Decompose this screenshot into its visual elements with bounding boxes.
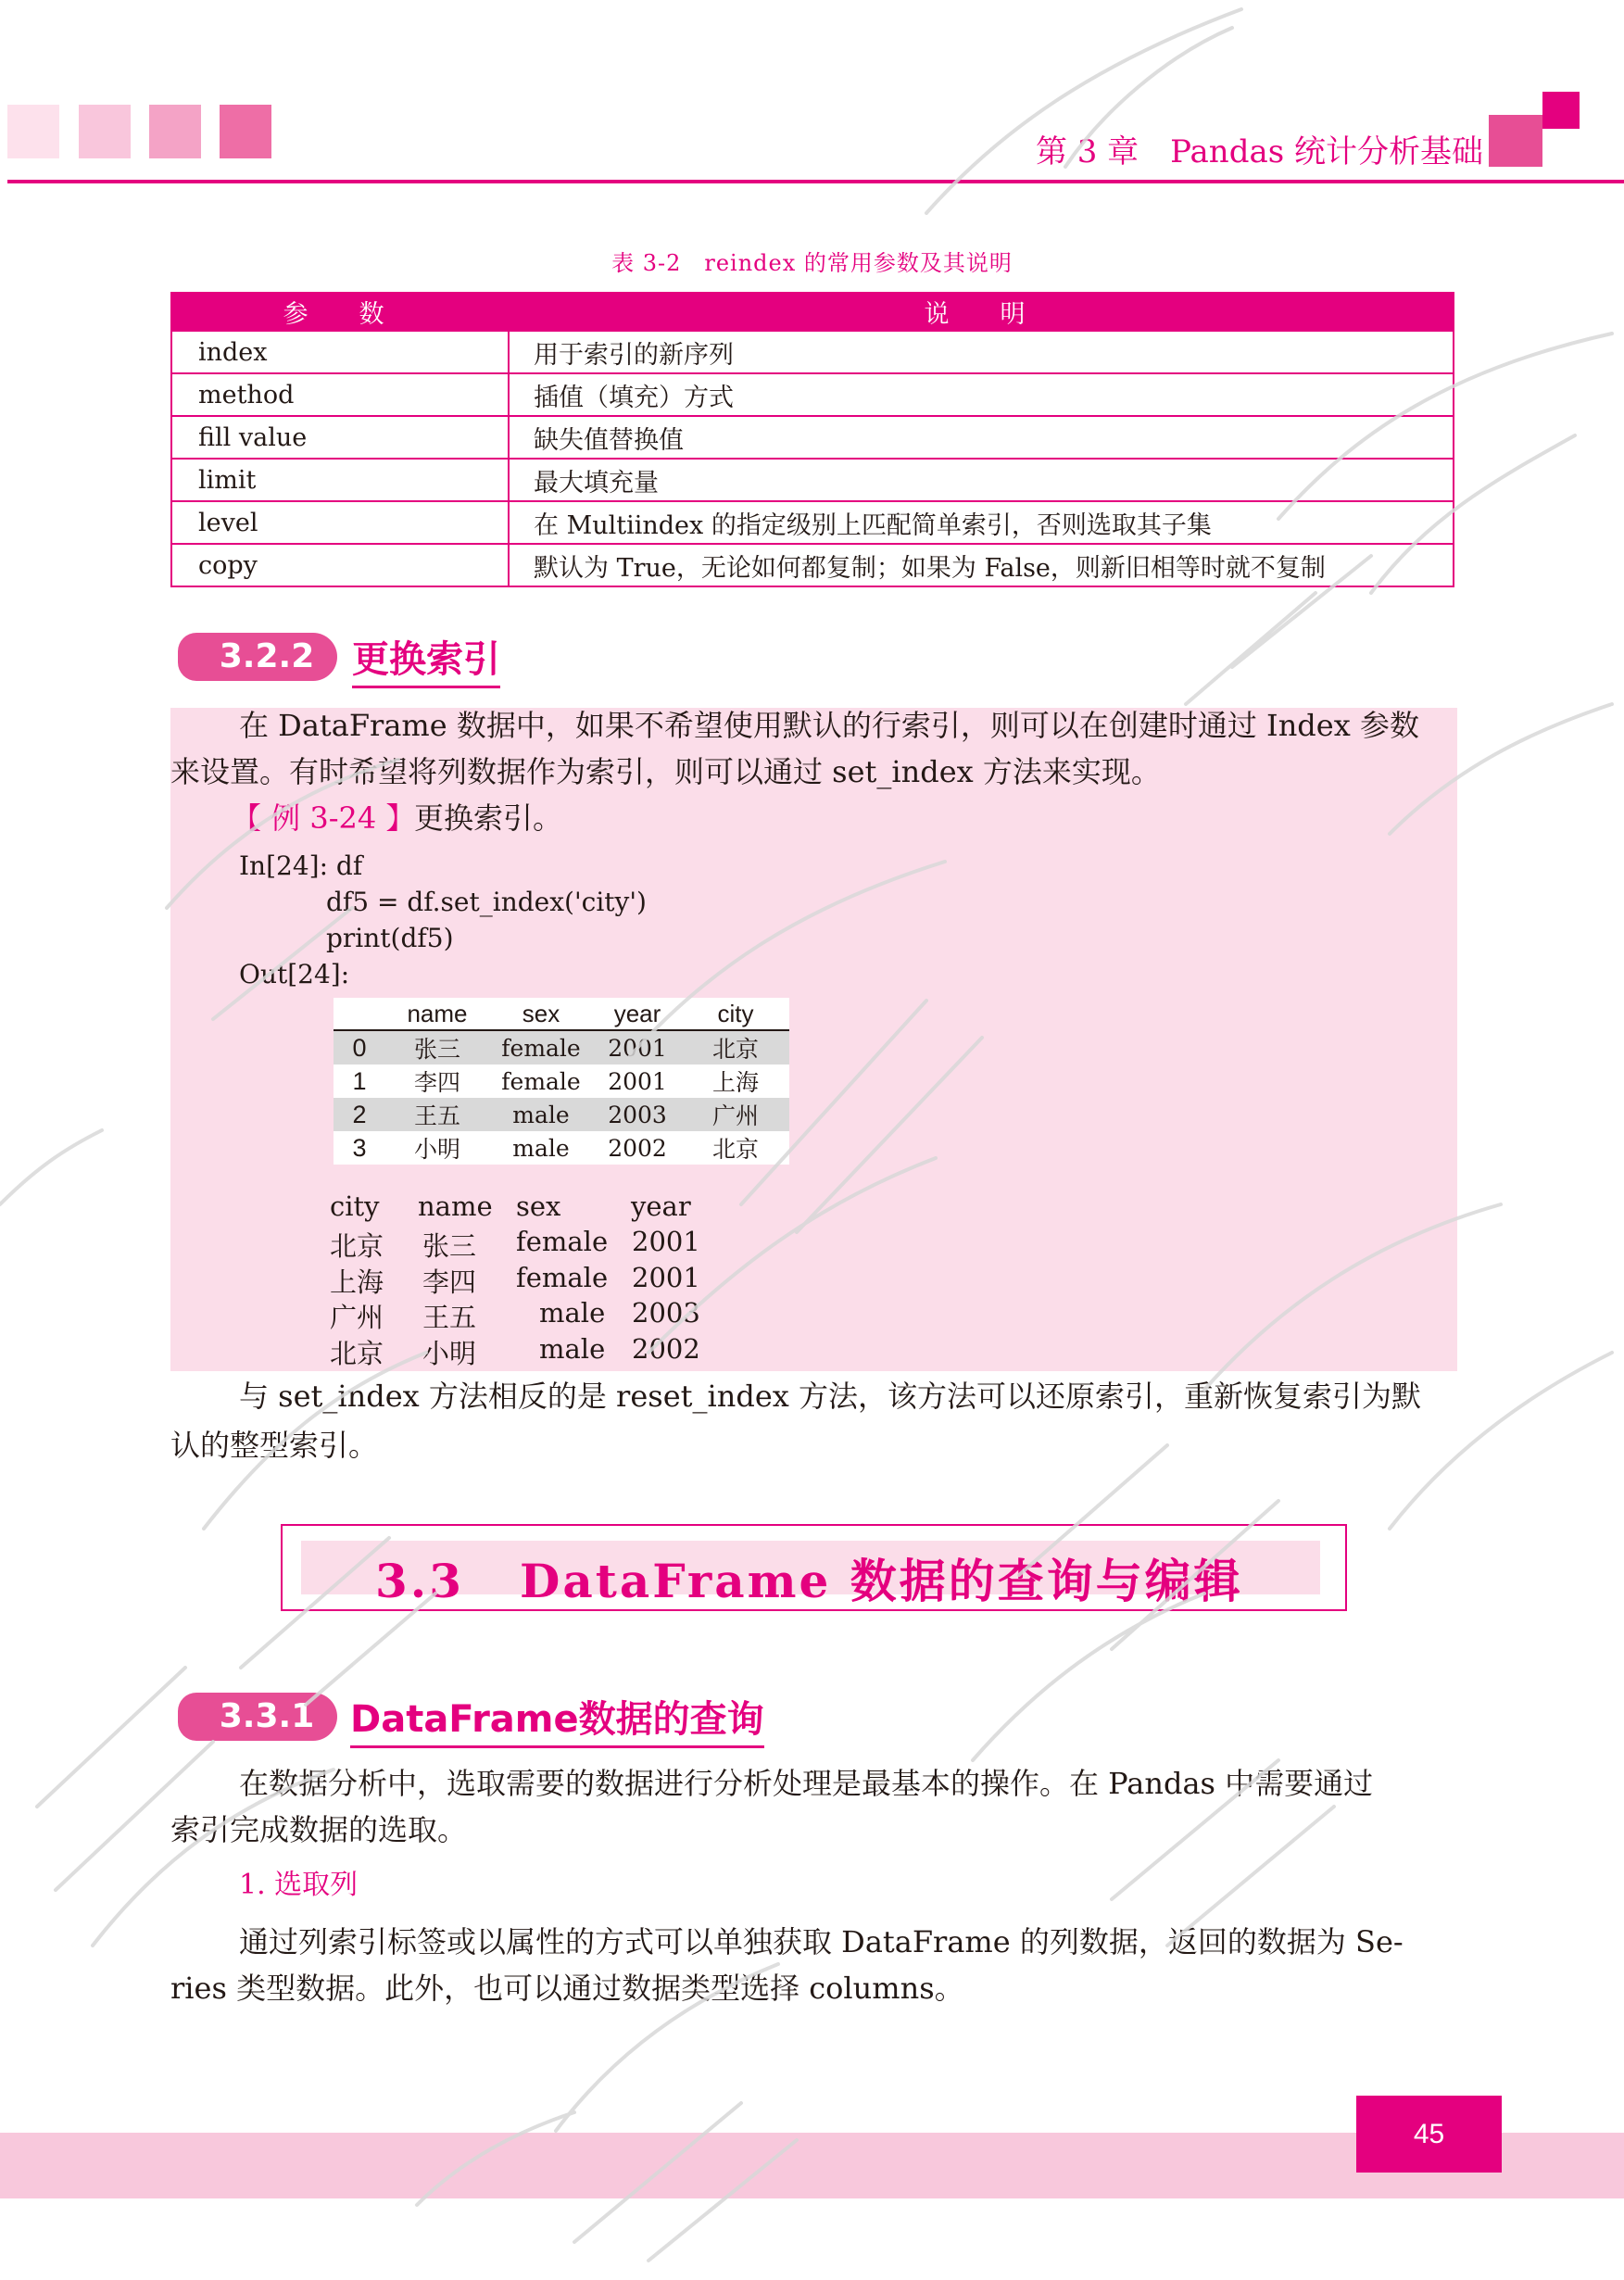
table-cell-param: method bbox=[171, 373, 509, 416]
paragraph-line: 在数据分析中，选取需要的数据进行分析处理是最基本的操作。在 Pandas 中需要通过 bbox=[239, 1766, 1374, 1801]
output-cell: male bbox=[539, 1333, 606, 1365]
output-header: city bbox=[330, 1190, 380, 1222]
dataframe-header: name bbox=[385, 998, 489, 1030]
sub-heading: 1. 选取列 bbox=[239, 1869, 359, 1901]
dataframe-cell: 张三 bbox=[385, 1030, 489, 1064]
table-cell-param: level bbox=[171, 501, 509, 544]
dataframe-index: 2 bbox=[334, 1098, 385, 1131]
dataframe-cell: 2001 bbox=[593, 1064, 682, 1098]
table-cell-param: index bbox=[171, 331, 509, 373]
dataframe-cell: 北京 bbox=[682, 1030, 789, 1064]
section-banner-fill bbox=[301, 1541, 1320, 1608]
output-cell: 2001 bbox=[632, 1262, 700, 1293]
section-number-badge: 3.2.2 bbox=[196, 633, 337, 681]
table-header-param: 参 数 bbox=[171, 293, 509, 331]
header-decor-square-4 bbox=[220, 105, 271, 158]
dataframe-row bbox=[334, 1030, 789, 1064]
output-cell: 北京 bbox=[330, 1338, 384, 1369]
dataframe-row bbox=[334, 1098, 789, 1131]
page-number: 45 bbox=[1356, 2096, 1502, 2173]
paragraph-line: 索引完成数据的选取。 bbox=[170, 1812, 468, 1847]
dataframe-cell: female bbox=[489, 1030, 593, 1064]
paragraph-line: 在 DataFrame 数据中，如果不希望使用默认的行索引，则可以在创建时通过 Index 参数 bbox=[239, 708, 1419, 743]
header-decor-square-1 bbox=[7, 105, 59, 158]
output-cell: female bbox=[516, 1226, 609, 1257]
dataframe-cell: male bbox=[489, 1131, 593, 1165]
paragraph-line: 认的整型索引。 bbox=[170, 1428, 379, 1463]
output-header: year bbox=[631, 1190, 691, 1222]
code-line: print(df5) bbox=[326, 923, 454, 953]
paragraph-line: 来设置。有时希望将列数据作为索引，则可以通过 set_index 方法来实现。 bbox=[170, 754, 1161, 789]
dataframe-cell: 2001 bbox=[593, 1030, 682, 1064]
table-header-row bbox=[171, 293, 1454, 331]
table-caption: 表 3-2 reindex 的常用参数及其说明 bbox=[611, 250, 1013, 276]
output-cell: 小明 bbox=[422, 1338, 477, 1369]
table-row bbox=[171, 459, 1454, 501]
code-line: Out[24]: bbox=[239, 959, 350, 989]
table-cell-param: fill value bbox=[171, 416, 509, 459]
dataframe-cell: 李四 bbox=[385, 1064, 489, 1098]
dataframe-index: 1 bbox=[334, 1064, 385, 1098]
table-row bbox=[171, 416, 1454, 459]
output-cell: male bbox=[539, 1297, 606, 1329]
output-cell: 李四 bbox=[422, 1266, 477, 1298]
output-cell: 2003 bbox=[632, 1297, 700, 1329]
output-cell: 广州 bbox=[330, 1302, 384, 1333]
dataframe-header-index bbox=[334, 998, 385, 1030]
section-banner bbox=[281, 1524, 1347, 1611]
dataframe-row bbox=[334, 1064, 789, 1098]
paragraph-line: 与 set_index 方法相反的是 reset_index 方法，该方法可以还原索引，重新恢复索引为默 bbox=[239, 1379, 1421, 1414]
section-title: 更换索引 bbox=[352, 630, 500, 688]
table-cell-desc: 插值（填充）方式 bbox=[509, 373, 1454, 416]
header-decor-square-2 bbox=[79, 105, 131, 158]
output-cell: 上海 bbox=[330, 1266, 384, 1298]
dataframe-cell: male bbox=[489, 1098, 593, 1131]
output-cell: female bbox=[516, 1262, 609, 1293]
section-banner-number: 3.3 bbox=[375, 1554, 464, 1608]
header-decor-block bbox=[1489, 115, 1542, 167]
dataframe-output-table bbox=[334, 998, 789, 1165]
reindex-params-table bbox=[170, 292, 1454, 587]
dataframe-header: year bbox=[593, 998, 682, 1030]
dataframe-cell: 2002 bbox=[593, 1131, 682, 1165]
dataframe-cell: 王五 bbox=[385, 1098, 489, 1131]
dataframe-header-row bbox=[334, 998, 789, 1030]
table-row bbox=[171, 373, 1454, 416]
output-cell: 北京 bbox=[330, 1230, 384, 1262]
dataframe-cell: female bbox=[489, 1064, 593, 1098]
output-cell: 2001 bbox=[632, 1226, 700, 1257]
table-cell-desc: 在 Multiindex 的指定级别上匹配简单索引，否则选取其子集 bbox=[509, 501, 1454, 544]
code-line: In[24]: df bbox=[239, 850, 363, 881]
table-row bbox=[171, 331, 1454, 373]
table-cell-param: limit bbox=[171, 459, 509, 501]
dataframe-index: 3 bbox=[334, 1131, 385, 1165]
header-rule bbox=[7, 180, 1624, 183]
output-cell: 张三 bbox=[422, 1230, 477, 1262]
paragraph-line: 通过列索引标签或以属性的方式可以单独获取 DataFrame 的列数据，返回的数据为 Se- bbox=[239, 1924, 1404, 1959]
code-line: df5 = df.set_index('city') bbox=[326, 887, 647, 917]
example-text: 更换索引。 bbox=[414, 800, 563, 836]
dataframe-header: sex bbox=[489, 998, 593, 1030]
dataframe-header: city bbox=[682, 998, 789, 1030]
header-decor-block-small bbox=[1542, 92, 1580, 129]
section-number-badge: 3.3.1 bbox=[196, 1693, 337, 1741]
dataframe-cell: 广州 bbox=[682, 1098, 789, 1131]
example-label: 【 例 3-24 】 bbox=[232, 800, 416, 836]
paragraph-line: ries 类型数据。此外，也可以通过数据类型选择 columns。 bbox=[170, 1971, 964, 2006]
chapter-title: 第 3 章 Pandas 统计分析基础 bbox=[1035, 133, 1483, 170]
table-header-desc: 说 明 bbox=[509, 293, 1454, 331]
output-cell: 王五 bbox=[422, 1302, 477, 1333]
section-banner-title bbox=[375, 1544, 1243, 1611]
table-cell-desc: 缺失值替换值 bbox=[509, 416, 1454, 459]
table-cell-desc: 用于索引的新序列 bbox=[509, 331, 1454, 373]
dataframe-cell: 北京 bbox=[682, 1131, 789, 1165]
dataframe-index: 0 bbox=[334, 1030, 385, 1064]
dataframe-cell: 小明 bbox=[385, 1131, 489, 1165]
dataframe-cell: 2003 bbox=[593, 1098, 682, 1131]
header-decor-square-3 bbox=[149, 105, 201, 158]
section-banner-heading: DataFrame 数据的查询与编辑 bbox=[520, 1554, 1243, 1608]
dataframe-cell: 上海 bbox=[682, 1064, 789, 1098]
output-header: sex bbox=[516, 1190, 561, 1222]
dataframe-row bbox=[334, 1131, 789, 1165]
section-title: DataFrame数据的查询 bbox=[350, 1690, 764, 1748]
table-row bbox=[171, 544, 1454, 586]
table-cell-param: copy bbox=[171, 544, 509, 586]
output-header: name bbox=[418, 1190, 493, 1222]
table-cell-desc: 最大填充量 bbox=[509, 459, 1454, 501]
output-cell: 2002 bbox=[632, 1333, 700, 1365]
table-cell-desc: 默认为 True，无论如何都复制；如果为 False，则新旧相等时就不复制 bbox=[509, 544, 1454, 586]
table-row bbox=[171, 501, 1454, 544]
